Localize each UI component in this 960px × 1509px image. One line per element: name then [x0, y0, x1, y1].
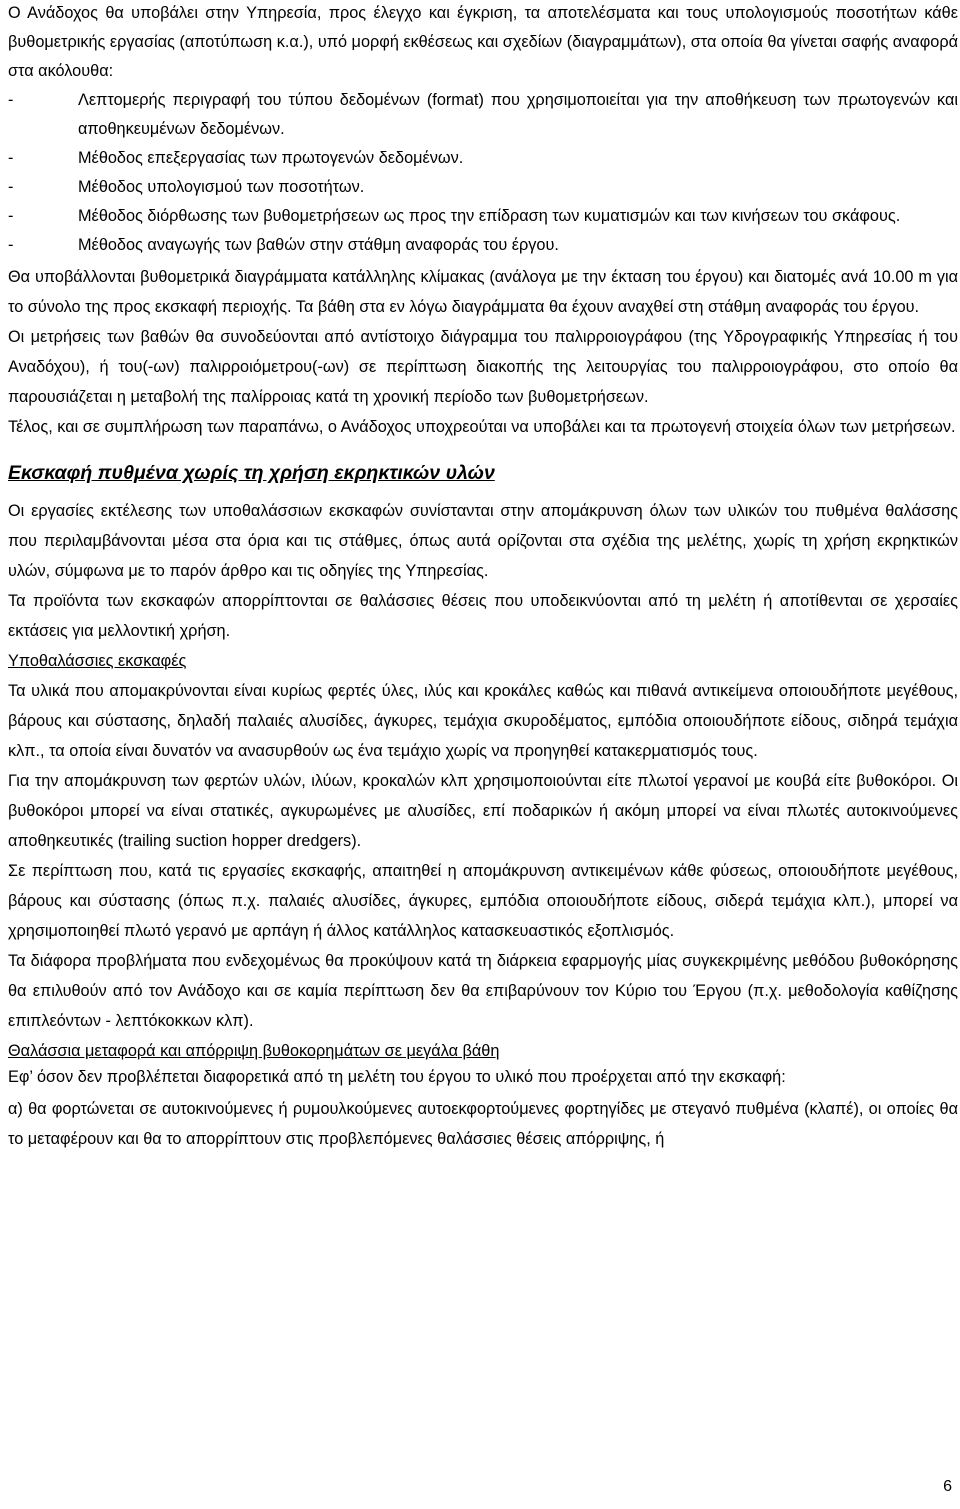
paragraph-object-removal: Σε περίπτωση που, κατά τις εργασίες εκσκαφής, απαιτηθεί η απομάκρυνση αντικειμένων κάθε φύσεως, οποιουδήποτε μεγέθους, βάρους και σύστασης (όπως π.χ. παλαιές αλυσίδες, άγκυρες, εμπόδια οποιουδήποτε είδους, σιδερά τεμάχια κλπ.), μπορεί να χρησιμοποιηθεί πλωτό γερανό με αρπάγη ή άλλος κατάλληλος κατασκευαστικός εξοπλισμός. — [8, 862, 958, 940]
paragraph-raw-data: Τέλος, και σε συμπλήρωση των παραπάνω, ο Ανάδοχος υποχρεούται να υποβάλει και τα πρωτογενή στοιχεία όλων των μετρήσεων. — [8, 418, 956, 436]
list-item-text: Μέθοδος αναγωγής των βαθών στην στάθμη αναφοράς του έργου. — [78, 236, 559, 254]
list-item-text: Λεπτομερής περιγραφή του τύπου δεδομένων (format) που χρησιμοποιείται για την αποθήκευση των πρωτογενών και αποθηκευμένων δεδομένων. — [78, 91, 958, 138]
document-page — [8, 0, 958, 1154]
list-item — [8, 173, 958, 202]
page-number: 6 — [943, 1478, 952, 1495]
paragraph-dredgers: Για την απομάκρυνση των φερτών υλών, ιλύων, κροκαλών κλπ χρησιμοποιούνται είτε πλωτοί γερανοί με κουβά είτε βυθοκόροι. Οι βυθοκόροι μπορεί να είναι στατικές, αγκυρωμένες με αλυσίδες, επί ποδαρικών ή ακόμη μπορεί να είναι πλωτές αυτοκινούμενες αποθηκευτικές (trailing suction hopper dredgers). — [8, 772, 958, 850]
subheading-underwater-excavations: Υποθαλάσσιες εκσκαφές — [8, 652, 187, 670]
list-item — [8, 202, 958, 231]
requirements-list — [8, 86, 958, 260]
paragraph-diagrams: Θα υποβάλλονται βυθομετρικά διαγράμματα κατάλληλης κλίμακας (ανάλογα με την έκταση του έργου) και διατομές ανά 10.00 m για το σύνολο της προς εκσκαφή περιοχής. Τα βάθη στα εν λόγω διαγράμματα θα έχουν αναχθεί στη στάθμη αναφοράς του έργου. — [8, 268, 958, 316]
list-item-text: Μέθοδος επεξεργασίας των πρωτογενών δεδομένων. — [78, 149, 464, 167]
paragraph-materials: Τα υλικά που απομακρύνονται είναι κυρίως φερτές ύλες, ιλύς και κροκάλες καθώς και πιθανά αντικείμενα οποιουδήποτε μεγέθους, βάρους και σύστασης, δηλαδή παλαιές αλυσίδες, άγκυρες, τεμάχια σκυροδέματος, εμπόδια οποιουδήποτε είδους, σιδηρά τεμάχια κλπ., τα οποία είναι δυνατόν να ανασυρθούν ως ένα τεμάχιο χωρίς να προηγηθεί κατακερματισμός τους. — [8, 682, 958, 760]
paragraph-unless-specified: Εφ’ όσον δεν προβλέπεται διαφορετικά από τη μελέτη του έργου το υλικό που προέρχεται από την εκσκαφή: — [8, 1068, 786, 1086]
list-dash: - — [8, 178, 14, 196]
paragraph-problems: Τα διάφορα προβλήματα που ενδεχομένως θα προκύψουν κατά τη διάρκεια εφαρμογής μίας συγκεκριμένης μεθόδου βυθοκόρησης θα επιλυθούν από τον Ανάδοχο και σε καμία περίπτωση δεν θα επιβαρύνουν τον Κύριο του Έργου (π.χ. μεθοδολογία καθίζησης επιπλεόντων - λεπτόκοκκων κλπ). — [8, 952, 958, 1030]
list-item — [8, 86, 958, 144]
list-item-text: Μέθοδος διόρθωσης των βυθομετρήσεων ως προς την επίδραση των κυματισμών και των κινήσεων του σκάφους. — [78, 207, 901, 225]
list-dash: - — [8, 91, 14, 109]
list-item-text: Μέθοδος υπολογισμού των ποσοτήτων. — [78, 178, 365, 196]
paragraph-intro: Ο Ανάδοχος θα υποβάλει στην Υπηρεσία, προς έλεγχο και έγκριση, τα αποτελέσματα και τους υπολογισμούς ποσοτήτων κάθε βυθομετρικής εργασίας (αποτύπωση κ.α.), υπό μορφή εκθέσεως και σχεδίων (διαγραμμάτων), στα οποία θα γίνεται σαφής αναφορά στα ακόλουθα: — [8, 4, 958, 80]
list-dash: - — [8, 236, 14, 254]
list-item — [8, 231, 958, 260]
paragraph-option-a: α) θα φορτώνεται σε αυτοκινούμενες ή ρυμουλκούμενες αυτοεκφορτούμενες φορτηγίδες με στεγανό πυθμένα (κλαπέ), οι οποίες θα το μεταφέρουν και θα το απορρίπτουν στις προβλεπόμενες θαλάσσιες θέσεις απόρριψης, ή — [8, 1100, 958, 1148]
list-dash: - — [8, 207, 14, 225]
section-heading: Εκσκαφή πυθμένα χωρίς τη χρήση εκρηκτικών υλών — [8, 462, 495, 484]
paragraph-excavation-works: Οι εργασίες εκτέλεσης των υποθαλάσσιων εκσκαφών συνίστανται στην απομάκρυνση όλων των υλικών του πυθμένα θαλάσσης που περιλαμβάνονται μέσα στα όρια και τις στάθμες, όπως αυτά ορίζονται στα σχέδια της μελέτης, χωρίς τη χρήση εκρηκτικών υλών, σύμφωνα με το παρόν άρθρο και τις οδηγίες της Υπηρεσίας. — [8, 502, 958, 580]
list-item — [8, 144, 958, 173]
paragraph-tide-measurements: Οι μετρήσεις των βαθών θα συνοδεύονται από αντίστοιχο διάγραμμα του παλιρροιογράφου (της Υδρογραφικής Υπηρεσίας ή του Αναδόχου), ή του(-ων) παλιρροιόμετρου(-ων) σε περίπτωση διακοπής της λειτουργίας του παλιρροιογράφου, στο οποίο θα παρουσιάζεται η μεταβολή της παλίρροιας κατά τη χρονική περίοδο των βυθομετρήσεων. — [8, 328, 958, 406]
paragraph-excavation-products: Τα προϊόντα των εκσκαφών απορρίπτονται σε θαλάσσιες θέσεις που υποδεικνύονται από τη μελέτη ή αποτίθενται σε χερσαίες εκτάσεις για μελλοντική χρήση. — [8, 592, 958, 640]
list-dash: - — [8, 149, 14, 167]
subheading-sea-transport: Θαλάσσια μεταφορά και απόρριψη βυθοκορημάτων σε μεγάλα βάθη — [8, 1042, 500, 1060]
